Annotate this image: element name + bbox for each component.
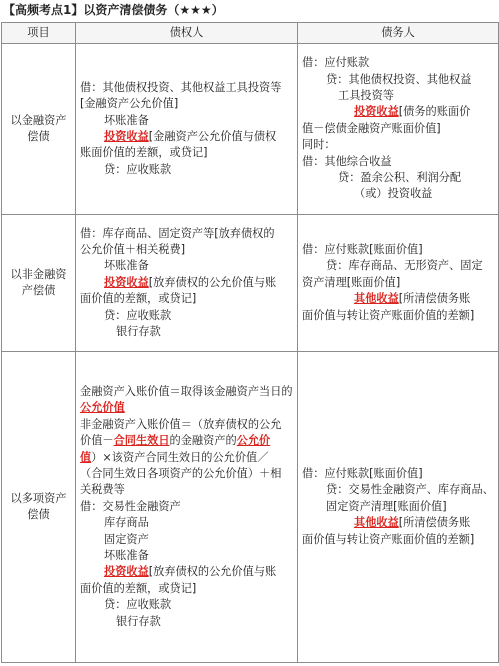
- highlight-term: 投资收益: [104, 275, 149, 289]
- entry-text: 的金融资产的: [169, 434, 237, 448]
- header-item: 项目: [2, 23, 76, 44]
- entry-line: [302, 275, 496, 291]
- entry-text: 借：应付账款: [302, 56, 370, 70]
- entry-text: 库存商品: [104, 516, 149, 530]
- entry-line: [80, 324, 295, 340]
- entry-text: 非金融资产入账价值＝（放弃债权的公允: [80, 417, 282, 431]
- creditor-entry: [76, 44, 298, 215]
- entry-text: 固定资产清理[账面价值]: [326, 499, 447, 513]
- entry-text: ）×该资产合同生效日的公允价值／: [91, 450, 269, 464]
- entry-text: [金融资产公允价值与债权: [148, 130, 277, 143]
- entry-text: 面价值的差额，或贷记]: [80, 292, 197, 306]
- entry-line: [80, 433, 295, 449]
- entry-text: 账面价值的差额，或贷记]: [80, 146, 208, 160]
- entry-text: 借：应付账款[账面价值]: [302, 466, 423, 480]
- entry-text: 资产清理[账面价值]: [302, 275, 401, 289]
- highlight-term: 投资收益: [354, 105, 399, 119]
- entry-text: 金融资产入账价值＝取得该金融资产当日的: [80, 384, 293, 398]
- entry-text: 固定资产: [104, 532, 149, 546]
- entry-text: 同时：: [302, 138, 336, 152]
- entry-text: 银行存款: [116, 614, 161, 628]
- entry-line: [302, 258, 496, 274]
- entry-line: [302, 466, 496, 482]
- entry-line: [302, 88, 496, 104]
- table-row: [2, 44, 499, 215]
- entry-text: 坏账准备: [104, 259, 149, 273]
- entry-text: 贷：应收账款: [104, 598, 172, 612]
- star-rating: ★★★: [179, 3, 212, 17]
- table-header-row: [2, 23, 499, 44]
- entry-line: [80, 400, 295, 416]
- entry-line: [80, 548, 295, 564]
- entry-line: [302, 242, 496, 258]
- entry-text: 贷：库存商品、无形资产、固定: [326, 259, 483, 273]
- highlight-term: 公允价值: [80, 401, 125, 415]
- entry-text: 借：其他债权投资、其他权益工具投资等: [80, 80, 282, 94]
- entry-line: [80, 532, 295, 548]
- row-item: 以金融资产偿债: [2, 44, 76, 215]
- entry-line: [302, 121, 496, 137]
- entry-text: 工具投资等: [338, 88, 394, 102]
- entry-text: 贷：应收账款: [104, 162, 172, 176]
- entry-text: 坏账准备: [104, 549, 149, 563]
- entry-line: [80, 145, 295, 161]
- entry-text: 贷：盈余公积、利润分配: [338, 171, 462, 185]
- entry-text: 关税费等: [80, 483, 125, 497]
- entry-line: [80, 450, 295, 466]
- highlight-term: 其他收益: [354, 516, 399, 530]
- entry-text: （合同生效日各项资产的公允价值）＋相: [80, 466, 282, 480]
- entry-line: [80, 597, 295, 613]
- debt-settlement-table: [1, 22, 499, 663]
- entry-line: [80, 581, 295, 597]
- entry-text: 借：交易性金融资产: [80, 499, 181, 513]
- entry-text: 值－偿债金融资产账面价值]: [302, 121, 441, 135]
- highlight-term: 值: [80, 450, 92, 464]
- entry-text: 面价值的差额，或贷记]: [80, 581, 197, 595]
- entry-line: [302, 72, 496, 88]
- entry-line: [80, 308, 295, 324]
- entry-line: [80, 614, 295, 630]
- entry-text: [放弃债权的公允价值与账: [148, 275, 277, 289]
- entry-line: [80, 275, 295, 291]
- entry-line: [302, 308, 496, 324]
- entry-line: [80, 242, 295, 258]
- entry-line: [80, 515, 295, 531]
- entry-text: 贷：应收账款: [104, 308, 172, 322]
- highlight-term: 投资收益: [104, 565, 149, 579]
- entry-text: 价值－: [80, 434, 114, 448]
- entry-line: [80, 96, 295, 112]
- entry-line: [80, 482, 295, 498]
- table-row: [2, 352, 499, 663]
- row-item: 以非金融资产偿债: [2, 215, 76, 352]
- header-debtor: 债务人: [298, 23, 499, 44]
- entry-line: [302, 291, 496, 307]
- entry-line: [80, 80, 295, 96]
- row-item: 以多项资产偿债: [2, 352, 76, 663]
- entry-text: 坏账准备: [104, 113, 149, 127]
- entry-text: 面价值与转让资产账面价值的差额]: [302, 308, 475, 322]
- creditor-entry: [76, 352, 298, 663]
- debtor-entry: [298, 44, 499, 215]
- entry-text: （或）投资收益: [354, 187, 433, 201]
- entry-line: [80, 226, 295, 242]
- header-creditor: 债权人: [76, 23, 298, 44]
- entry-text: 面价值与转让资产账面价值的差额]: [302, 532, 475, 546]
- entry-text: [所清偿债务账: [398, 292, 471, 306]
- entry-line: [80, 417, 295, 433]
- page-title: [3, 2, 224, 18]
- entry-text: 贷：交易性金融资产、库存商品、: [326, 483, 494, 497]
- highlight-term: 合同生效日: [113, 434, 170, 448]
- entry-text: 公允价值＋相关税费]: [80, 242, 186, 256]
- entry-text: [金融资产公允价值]: [80, 97, 179, 111]
- entry-line: [80, 384, 295, 400]
- entry-line: [302, 186, 496, 202]
- entry-line: [302, 104, 496, 120]
- entry-line: [302, 515, 496, 531]
- entry-text: 银行存款: [116, 325, 161, 339]
- entry-text: 借：其他综合收益: [302, 154, 392, 168]
- entry-line: [302, 55, 496, 71]
- entry-text: [所清偿债务账: [398, 516, 471, 530]
- entry-text: [放弃债权的公允价值与账: [148, 565, 277, 579]
- entry-line: [80, 499, 295, 515]
- highlight-term: 公允价: [236, 434, 271, 448]
- entry-line: [302, 170, 496, 186]
- entry-text: [债务的账面价: [398, 105, 471, 119]
- entry-line: [302, 137, 496, 153]
- entry-line: [302, 154, 496, 170]
- entry-line: [80, 258, 295, 274]
- entry-line: [80, 162, 295, 178]
- debtor-entry: [298, 352, 499, 663]
- entry-line: [80, 129, 295, 145]
- entry-text: 借：应付账款[账面价值]: [302, 242, 423, 256]
- table-row: [2, 215, 499, 352]
- entry-line: [80, 564, 295, 580]
- highlight-term: 其他收益: [354, 292, 399, 306]
- debtor-entry: [298, 215, 499, 352]
- entry-line: [80, 466, 295, 482]
- entry-line: [302, 482, 496, 498]
- title-prefix: 【高频考点1】以资产清偿债务（: [3, 3, 180, 17]
- entry-line: [80, 291, 295, 307]
- creditor-entry: [76, 215, 298, 352]
- entry-text: 借：库存商品、固定资产等[放弃债权的: [80, 226, 275, 240]
- title-suffix: ）: [211, 3, 224, 17]
- highlight-term: 投资收益: [104, 130, 149, 143]
- entry-text: 贷：其他债权投资、其他权益: [326, 72, 472, 86]
- entry-line: [80, 113, 295, 129]
- entry-line: [302, 499, 496, 515]
- entry-line: [302, 532, 496, 548]
